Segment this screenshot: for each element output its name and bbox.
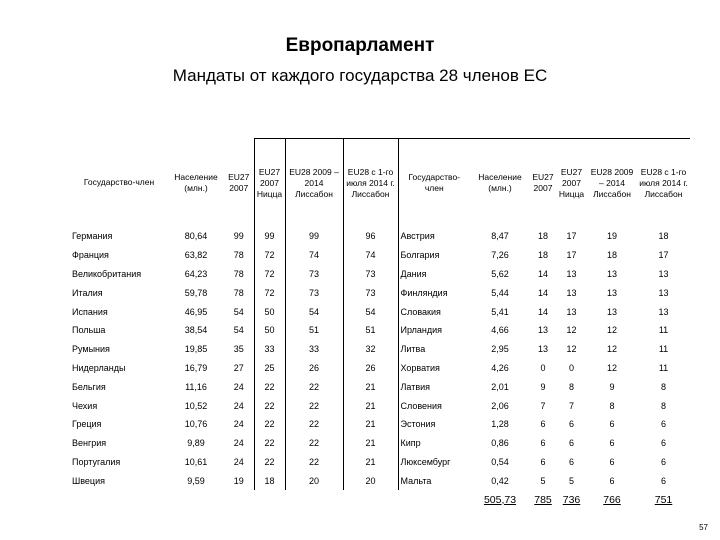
total-eu28-july2014: 751 — [654, 493, 673, 506]
state-name-cell: Португалия — [72, 456, 121, 467]
page-number: 57 — [699, 523, 708, 532]
table-row — [70, 396, 690, 415]
value-cell: 99 — [285, 227, 343, 246]
value-cell: 12 — [606, 362, 617, 373]
value-cell: 27 — [233, 362, 244, 373]
state-name-cell: Болгария — [400, 250, 440, 261]
value-cell: 73 — [343, 283, 398, 302]
value-cell: 13 — [566, 306, 577, 317]
value-cell: 50 — [254, 302, 285, 321]
state-name-cell: Чехия — [72, 400, 98, 411]
header-eu28-2009: EU28 2009 – 2014 Лиссабон — [285, 139, 343, 228]
value-cell: 22 — [285, 453, 343, 472]
value-cell: 21 — [343, 434, 398, 453]
value-cell: 20 — [285, 471, 343, 490]
value-cell: 51 — [285, 321, 343, 340]
table-row — [70, 340, 690, 359]
value-cell: 11,16 — [185, 381, 207, 392]
value-cell: 99 — [254, 227, 285, 246]
value-cell: 12 — [606, 325, 617, 336]
header-state: Государство-член — [83, 177, 155, 188]
value-cell: 24 — [233, 381, 244, 392]
value-cell: 19 — [233, 475, 244, 486]
state-name-cell: Словения — [400, 400, 442, 411]
value-cell: 20 — [343, 471, 398, 490]
value-cell: 24 — [233, 456, 244, 467]
value-cell: 6 — [568, 419, 574, 430]
value-cell: 17 — [566, 231, 577, 242]
value-cell: 14 — [537, 306, 548, 317]
value-cell: 13 — [537, 325, 548, 336]
value-cell: 18 — [606, 250, 617, 261]
value-cell: 78 — [233, 250, 244, 261]
empty-cell — [168, 490, 224, 509]
value-cell: 6 — [540, 419, 546, 430]
value-cell: 73 — [343, 265, 398, 284]
value-cell: 10,76 — [184, 419, 208, 430]
value-cell: 21 — [343, 453, 398, 472]
value-cell: 7 — [568, 400, 574, 411]
value-cell: 6 — [609, 475, 615, 486]
value-cell: 73 — [285, 283, 343, 302]
value-cell: 32 — [343, 340, 398, 359]
state-name-cell: Ирландия — [400, 325, 443, 336]
value-cell: 54 — [343, 302, 398, 321]
value-cell: 22 — [285, 377, 343, 396]
value-cell: 2,06 — [491, 400, 509, 411]
value-cell: 33 — [285, 340, 343, 359]
state-name-cell: Венгрия — [72, 438, 107, 449]
state-name-cell: Люксембург — [400, 456, 451, 467]
table-row — [70, 434, 690, 453]
page-title: Европарламент — [285, 35, 435, 56]
state-name-cell: Швеция — [72, 475, 105, 486]
totals-row — [70, 490, 690, 509]
value-cell: 4,66 — [491, 325, 509, 336]
state-name-cell: Нидерланды — [72, 362, 126, 373]
value-cell: 22 — [254, 396, 285, 415]
value-cell: 17 — [566, 250, 577, 261]
table-row — [70, 471, 690, 490]
value-cell: 78 — [233, 268, 244, 279]
value-cell: 2,01 — [491, 381, 509, 392]
value-cell: 10,61 — [184, 456, 208, 467]
value-cell: 21 — [343, 415, 398, 434]
table-row — [70, 246, 690, 265]
state-name-cell: Словакия — [400, 306, 441, 317]
header-eu27-2007: EU27 2007 — [228, 171, 250, 193]
state-name-cell: Германия — [72, 231, 113, 242]
value-cell: 26 — [343, 359, 398, 378]
table-row — [70, 415, 690, 434]
value-cell: 9 — [609, 381, 615, 392]
state-name-cell: Эстония — [400, 419, 436, 430]
value-cell: 12 — [606, 344, 617, 355]
state-name-cell: Греция — [72, 419, 102, 430]
state-name-cell: Кипр — [400, 438, 421, 449]
table-row — [70, 359, 690, 378]
total-eu28-2009: 766 — [603, 493, 621, 506]
value-cell: 96 — [343, 227, 398, 246]
value-cell: 8 — [660, 400, 666, 411]
value-cell: 18 — [658, 231, 669, 242]
empty-cell — [398, 490, 470, 509]
empty-cell — [70, 490, 168, 509]
value-cell: 6 — [660, 438, 666, 449]
header-eu27-2007-nice-right: EU27 2007 Ницца — [556, 139, 587, 228]
value-cell: 18 — [537, 231, 548, 242]
header-row — [70, 139, 690, 228]
value-cell: 22 — [254, 453, 285, 472]
value-cell: 24 — [233, 438, 244, 449]
header-population: Население (млн.) — [174, 171, 218, 193]
value-cell: 35 — [233, 344, 244, 355]
mandates-table — [70, 138, 690, 509]
header-eu28-2009-right: EU28 2009 – 2014 Лиссабон — [587, 139, 637, 228]
total-eu27-2007-nice: 736 — [562, 493, 581, 506]
state-name-cell: Хорватия — [400, 362, 440, 373]
value-cell: 6 — [540, 456, 546, 467]
value-cell: 46,95 — [184, 306, 208, 317]
value-cell: 74 — [285, 246, 343, 265]
state-name-cell: Италия — [72, 287, 103, 298]
value-cell: 19 — [606, 231, 617, 242]
empty-cell — [254, 490, 285, 509]
table-row — [70, 302, 690, 321]
value-cell: 21 — [343, 396, 398, 415]
value-cell: 5,41 — [491, 306, 509, 317]
value-cell: 6 — [568, 438, 574, 449]
value-cell: 1,28 — [491, 419, 509, 430]
value-cell: 9 — [540, 381, 546, 392]
value-cell: 22 — [285, 434, 343, 453]
value-cell: 11 — [658, 325, 669, 336]
value-cell: 59,78 — [184, 287, 208, 298]
value-cell: 7 — [540, 400, 546, 411]
value-cell: 12 — [566, 325, 577, 336]
value-cell: 2,95 — [491, 344, 509, 355]
value-cell: 38,54 — [184, 325, 208, 336]
total-population: 505,73 — [483, 493, 517, 506]
empty-cell — [224, 490, 254, 509]
value-cell: 50 — [254, 321, 285, 340]
table-row — [70, 321, 690, 340]
state-name-cell: Латвия — [400, 381, 431, 392]
value-cell: 6 — [568, 456, 574, 467]
value-cell: 8 — [609, 400, 615, 411]
value-cell: 6 — [660, 475, 666, 486]
value-cell: 33 — [254, 340, 285, 359]
value-cell: 11 — [658, 362, 669, 373]
value-cell: 54 — [233, 325, 244, 336]
state-name-cell: Финляндия — [400, 287, 448, 298]
state-name-cell: Дания — [400, 268, 427, 279]
value-cell: 13 — [658, 268, 669, 279]
table-row — [70, 227, 690, 246]
value-cell: 54 — [285, 302, 343, 321]
value-cell: 72 — [254, 283, 285, 302]
value-cell: 13 — [658, 306, 669, 317]
value-cell: 51 — [343, 321, 398, 340]
value-cell: 0,54 — [491, 456, 509, 467]
value-cell: 12 — [566, 344, 577, 355]
value-cell: 22 — [254, 377, 285, 396]
value-cell: 13 — [606, 268, 617, 279]
value-cell: 26 — [285, 359, 343, 378]
value-cell: 18 — [537, 250, 548, 261]
value-cell: 22 — [285, 396, 343, 415]
value-cell: 54 — [233, 306, 244, 317]
value-cell: 25 — [254, 359, 285, 378]
value-cell: 22 — [254, 415, 285, 434]
state-name-cell: Румыния — [72, 344, 110, 355]
value-cell: 6 — [540, 438, 546, 449]
state-name-cell: Литва — [400, 344, 426, 355]
value-cell: 8,47 — [491, 231, 509, 242]
value-cell: 9,89 — [187, 438, 205, 449]
value-cell: 6 — [609, 456, 615, 467]
value-cell: 13 — [566, 287, 577, 298]
value-cell: 0 — [568, 362, 574, 373]
value-cell: 0,86 — [491, 438, 509, 449]
value-cell: 16,79 — [184, 362, 208, 373]
value-cell: 22 — [285, 415, 343, 434]
value-cell: 7,26 — [491, 250, 509, 261]
value-cell: 6 — [660, 419, 666, 430]
value-cell: 73 — [285, 265, 343, 284]
value-cell: 13 — [566, 268, 577, 279]
value-cell: 6 — [609, 419, 615, 430]
value-cell: 18 — [254, 471, 285, 490]
total-eu27-2007: 785 — [534, 493, 552, 506]
value-cell: 0,42 — [491, 475, 509, 486]
empty-cell — [343, 490, 398, 509]
value-cell: 8 — [660, 381, 666, 392]
value-cell: 11 — [658, 344, 669, 355]
value-cell: 24 — [233, 419, 244, 430]
header-state-right: Государство-член — [398, 139, 470, 228]
value-cell: 0 — [540, 362, 546, 373]
value-cell: 63,82 — [184, 250, 208, 261]
header-eu27-2007-nice: EU27 2007 Ницца — [254, 139, 285, 228]
header-eu27-2007-right: EU27 2007 — [530, 139, 556, 228]
value-cell: 99 — [233, 231, 244, 242]
value-cell: 17 — [658, 250, 669, 261]
value-cell: 4,26 — [491, 362, 509, 373]
value-cell: 78 — [233, 287, 244, 298]
state-name-cell: Испания — [72, 306, 108, 317]
table-row — [70, 377, 690, 396]
state-name-cell: Австрия — [400, 231, 435, 242]
value-cell: 72 — [254, 246, 285, 265]
table-row — [70, 453, 690, 472]
value-cell: 5 — [540, 475, 546, 486]
value-cell: 64,23 — [184, 268, 208, 279]
value-cell: 74 — [343, 246, 398, 265]
value-cell: 19,85 — [184, 344, 208, 355]
header-eu28-july2014-right: EU28 с 1-го июля 2014 г. Лиссабон — [637, 139, 690, 228]
state-name-cell: Великобритания — [72, 268, 142, 279]
value-cell: 10,52 — [184, 400, 208, 411]
state-name-cell: Польша — [72, 325, 106, 336]
value-cell: 14 — [537, 287, 548, 298]
value-cell: 21 — [343, 377, 398, 396]
state-name-cell: Франция — [72, 250, 109, 261]
value-cell: 14 — [537, 268, 548, 279]
header-population-right: Население (млн.) — [470, 139, 530, 228]
value-cell: 22 — [254, 434, 285, 453]
value-cell: 6 — [609, 438, 615, 449]
value-cell: 13 — [606, 306, 617, 317]
table-row — [70, 265, 690, 284]
value-cell: 5,62 — [491, 268, 509, 279]
value-cell: 13 — [606, 287, 617, 298]
value-cell: 13 — [537, 344, 548, 355]
state-name-cell: Мальта — [400, 475, 432, 486]
value-cell: 72 — [254, 265, 285, 284]
empty-cell — [285, 490, 343, 509]
state-name-cell: Бельгия — [72, 381, 106, 392]
value-cell: 8 — [568, 381, 574, 392]
table-row — [70, 283, 690, 302]
value-cell: 80,64 — [184, 231, 208, 242]
page-subtitle: Мандаты от каждого государства 28 членов ЕС — [172, 66, 548, 85]
value-cell: 5 — [568, 475, 574, 486]
value-cell: 24 — [233, 400, 244, 411]
value-cell: 13 — [658, 287, 669, 298]
value-cell: 5,44 — [491, 287, 509, 298]
header-eu28-july2014: EU28 с 1-го июля 2014 г. Лиссабон — [343, 139, 398, 228]
value-cell: 6 — [660, 456, 666, 467]
value-cell: 9,59 — [187, 475, 205, 486]
